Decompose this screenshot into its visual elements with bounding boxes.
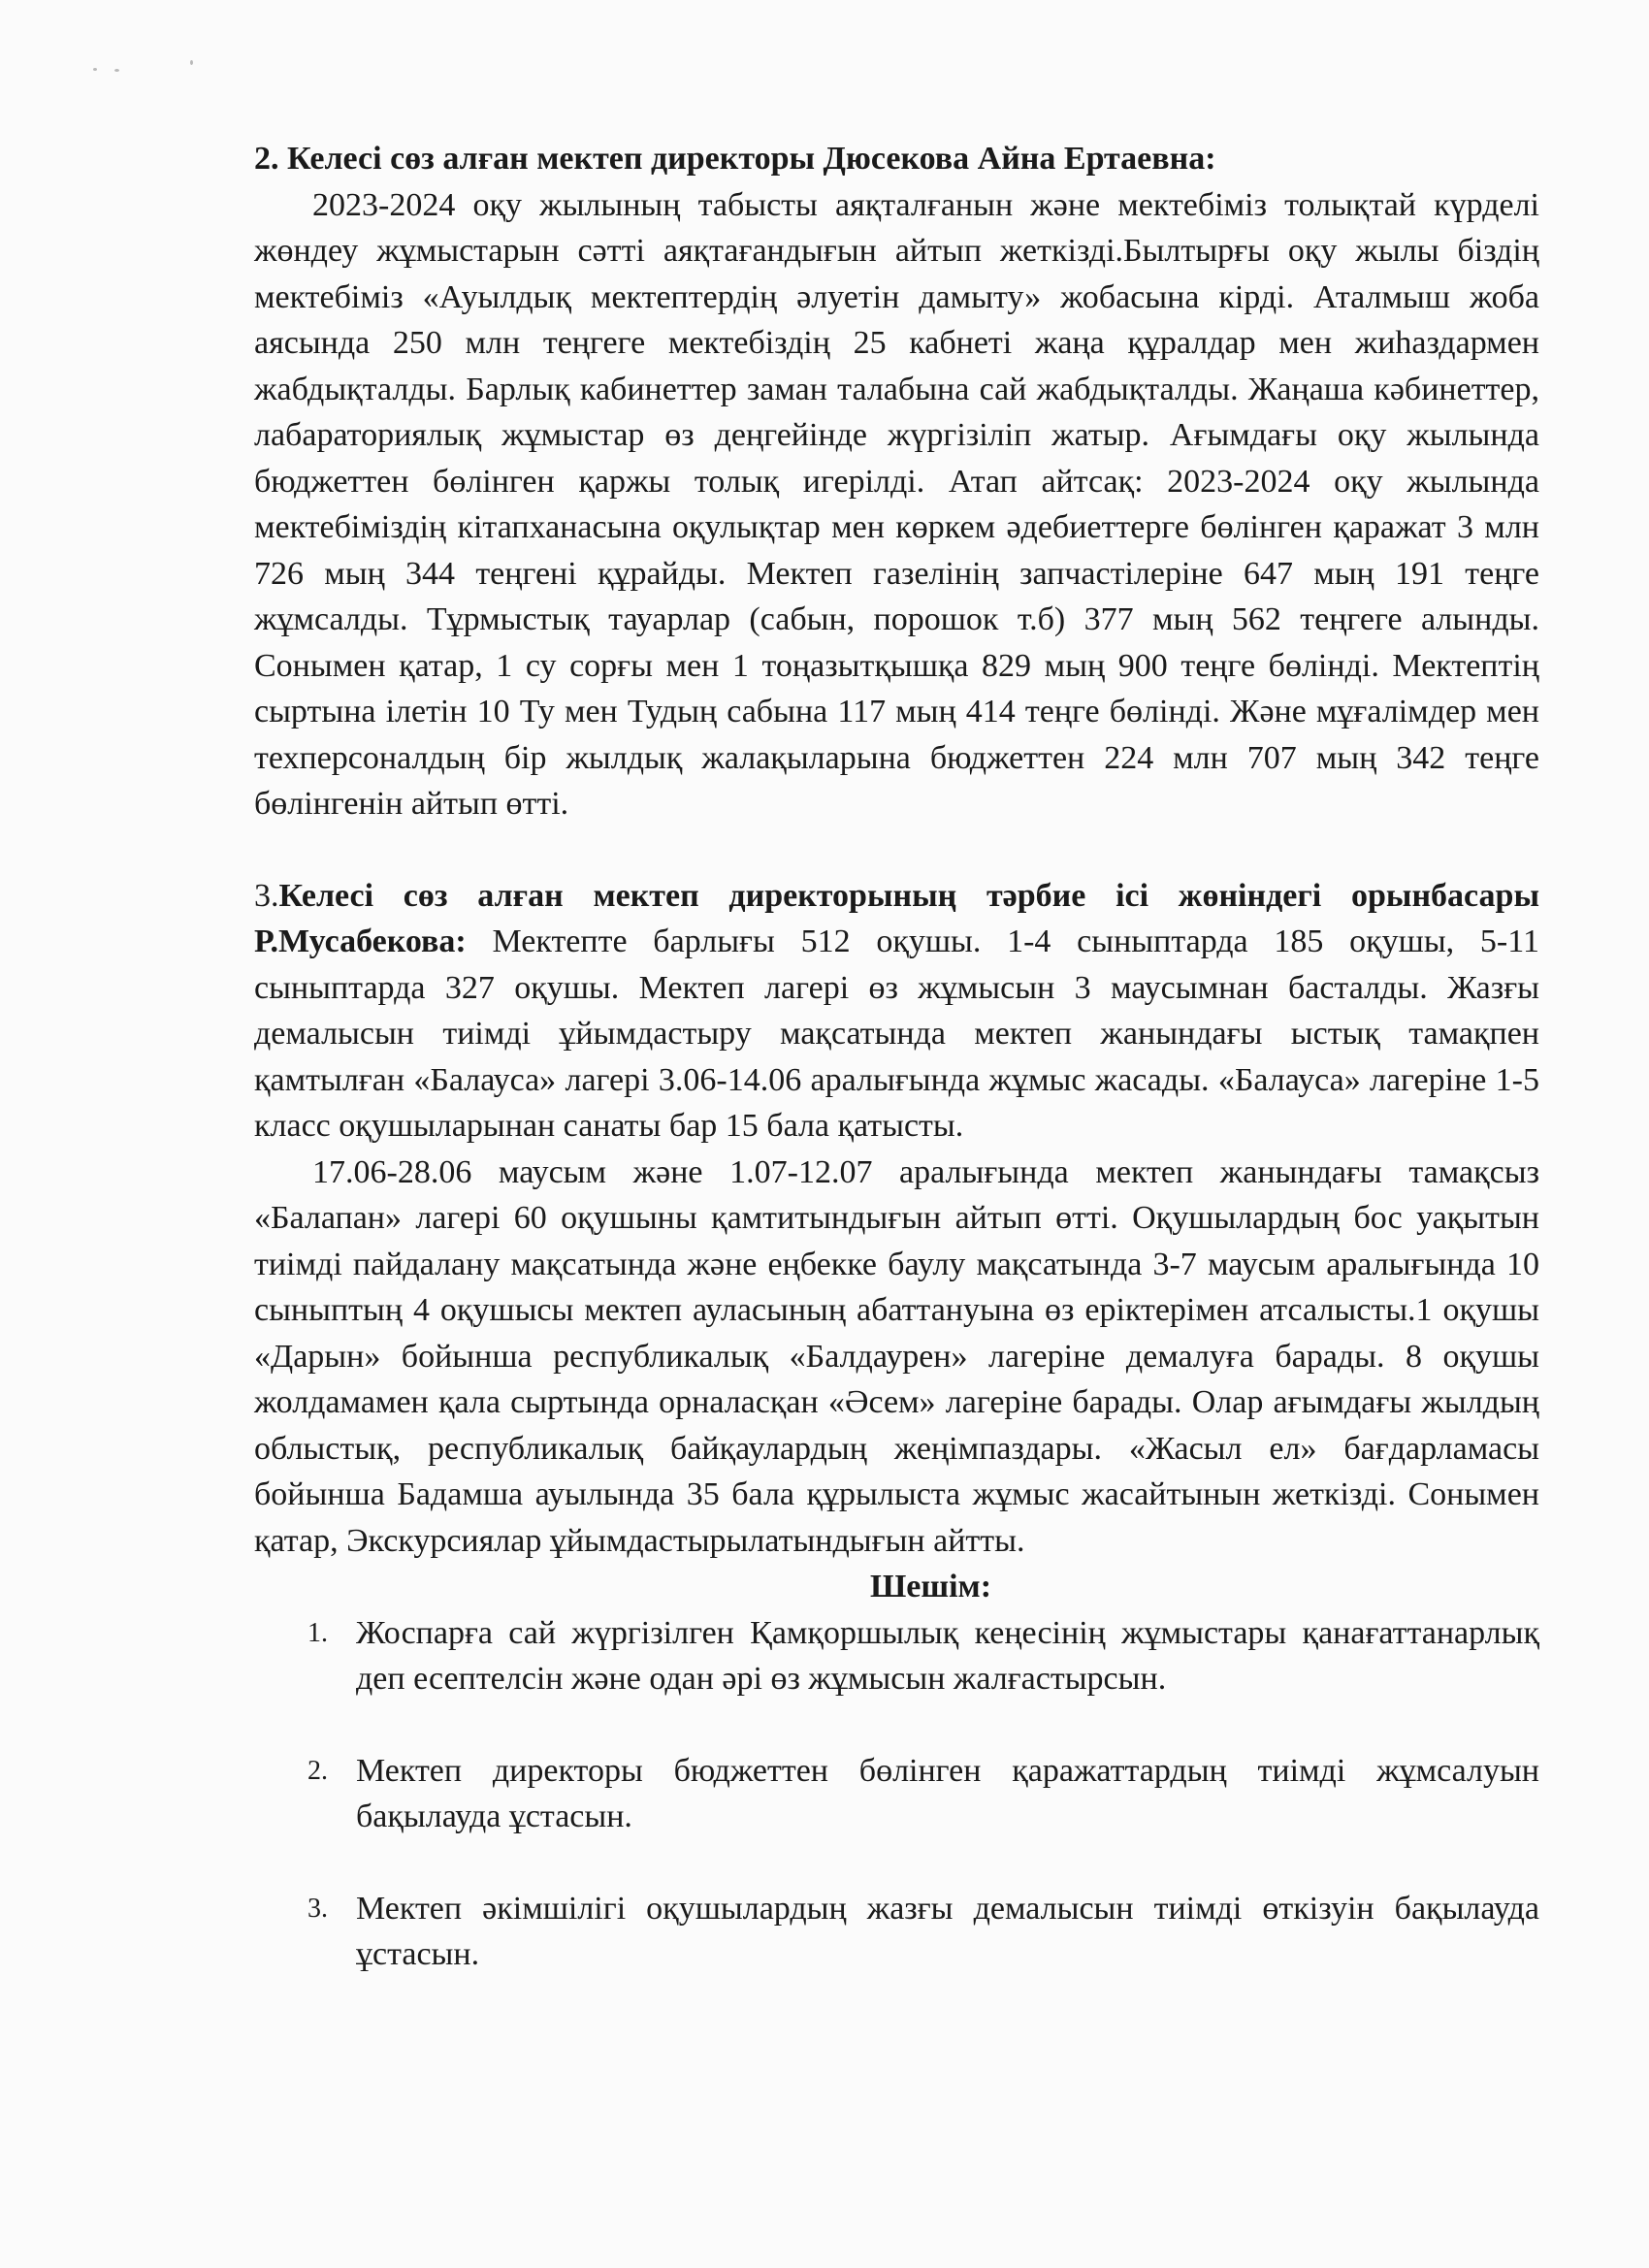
decision-item-text: Мектеп әкімшілігі оқушылардың жазғы демалысын тиімді өткізуін бақылауда ұстасын.: [356, 1890, 1539, 1972]
decision-item-text: Мектеп директоры бюджеттен бөлінген қаражаттардың тиімді жұмсалуын бақылауда ұстасын.: [356, 1752, 1539, 1834]
section-3-number: 3.: [254, 877, 279, 914]
decision-item-number: 1.: [307, 1617, 328, 1648]
decision-item: [254, 1610, 1539, 1702]
section-3-body-2: 17.06-28.06 маусым және 1.07-12.07 аралығында мектеп жанындағы тамақсыз «Балапан» лагері 60 оқушыны қамтитындығын айтып өтті. Оқушылардың бос уақытын тиімді пайдалану мақсатында және еңбекке баулу мақсатында 3-7 маусым аралығында 10 сыныптың 4 оқушысы мектеп ауласының абаттануына өз еріктерімен атсалысты.1 оқушы «Дарын» бойынша республикалық «Балдаурен» лагеріне демалуға барады. 8 оқушы жолдамамен қала сыртында орналасқан «Әсем» лагеріне барады. Олар ағымдағы жылдың облыстық, республикалық байқаулардың жеңімпаздары. «Жасыл ел» бағдарламасы бойынша Бадамша ауылында 35 бала құрылыста жұмыс жасайтынын жеткізді. Сонымен қатар, Экскурсиялар ұйымдастырылатындығын айтты.: [254, 1153, 1539, 1559]
section-3-heading: Келесі сөз алған мектеп директорының тәрбие ісі жөніндегі орынбасары Р.Мусабекова:: [254, 877, 1539, 959]
section-2-body: 2023-2024 оқу жылының табысты аяқталғанын және мектебіміз толықтай күрделі жөндеу жұмыстарын сәтті аяқтағандығын айтып жеткізді.Былтырғы оқу жылы біздің мектебіміз «Ауылдық мектептердің әлуетін дамыту» жобасына кірді. Аталмыш жоба аясында 250 млн теңгеге мектебіздің 25 кабнеті жаңа құралдар мен жиһаздармен жабдықталды. Барлық кабинеттер заман талабына сай жабдықталды. Жаңаша кәбинеттер, лабараториялық жұмыстар өз деңгейінде жүргізіліп жатыр. Ағымдағы оқу жылында бюджеттен бөлінген қаржы толық игерілді. Атап айтсақ: 2023-2024 оқу жылында мектебіміздің кітапханасына оқулықтар мен көркем әдебиеттерге бөлінген қаражат 3 млн 726 мың 344 теңгені құрайды. Мектеп газелінің запчастілеріне 647 мың 191 теңге жұмсалды. Тұрмыстық тауарлар (сабын, порошок т.б) 377 мың 562 теңгеге алынды. Сонымен қатар, 1 су сорғы мен 1 тоңазытқышқа 829 мың 900 теңге бөлінді. Мектептің сыртына ілетін 10 Ту мен Тудың сабына 117 мың 414 теңге бөлінді. Және мұғалімдер мен техперсоналдың бір жылдық жалақыларына бюджеттен 224 млн 707 мың 342 теңге бөлінгенін айтып өтті.: [254, 186, 1539, 822]
scan-speck: [190, 60, 193, 65]
decision-item: [254, 1886, 1539, 1978]
section-3-paragraph: [254, 873, 1539, 1150]
document-content: [254, 136, 1539, 2024]
section-3-body-1: Мектепте барлығы 512 оқушы. 1-4 сыныптарда 185 оқушы, 5-11 сыныптарда 327 оқушы. Мектеп лагері өз жұмысын 3 маусымнан басталды. Жазғы демалысын тиімді ұйымдастыру мақсатында мектеп жанындағы ыстық тамақпен қамтылған «Балауса» лагері 3.06-14.06 аралығында жұмыс жасады. «Балауса» лагеріне 1-5 класс оқушыларынан санаты бар 15 бала қатысты.: [254, 923, 1539, 1144]
section-2-heading: 2. Келесі сөз алған мектеп директоры Дюсекова Айна Ертаевна:: [254, 141, 1216, 177]
decision-item-number: 2.: [307, 1755, 328, 1786]
decision-item: [254, 1748, 1539, 1840]
decision-title: Шешім:: [869, 1569, 992, 1604]
decision-item-text: Жоспарға сай жүргізілген Қамқоршылық кеңесінің жұмыстары қанағаттанарлық деп есептелсін және одан әрі өз жұмысын жалғастырсын.: [356, 1614, 1539, 1697]
decision-item-number: 3.: [307, 1893, 328, 1924]
decision-list: [254, 1610, 1539, 1978]
scan-speck: [114, 69, 119, 72]
scan-speck: [93, 68, 97, 71]
